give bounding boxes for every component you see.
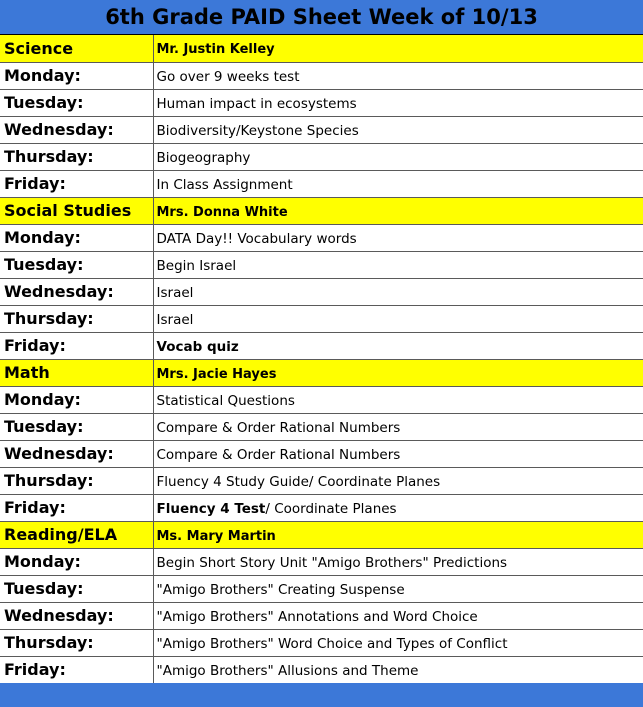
table-row bbox=[0, 62, 643, 89]
task-cell: Statistical Questions bbox=[153, 386, 643, 413]
table-row bbox=[0, 656, 643, 683]
day-label: Monday: bbox=[0, 386, 153, 413]
task-cell: Go over 9 weeks test bbox=[153, 62, 643, 89]
task-cell: Begin Israel bbox=[153, 251, 643, 278]
day-label: Wednesday: bbox=[0, 440, 153, 467]
task-cell: Human impact in ecosystems bbox=[153, 89, 643, 116]
day-label: Thursday: bbox=[0, 305, 153, 332]
day-label: Monday: bbox=[0, 62, 153, 89]
table-row bbox=[0, 170, 643, 197]
task-cell: Israel bbox=[153, 278, 643, 305]
table-row bbox=[0, 116, 643, 143]
table-row bbox=[0, 467, 643, 494]
table-row bbox=[0, 629, 643, 656]
schedule-table bbox=[0, 35, 643, 684]
table-row bbox=[0, 224, 643, 251]
day-label: Friday: bbox=[0, 332, 153, 359]
task-cell: Israel bbox=[153, 305, 643, 332]
table-row bbox=[0, 548, 643, 575]
task-cell: Vocab quiz bbox=[153, 332, 643, 359]
day-label: Tuesday: bbox=[0, 575, 153, 602]
task-cell: Compare & Order Rational Numbers bbox=[153, 440, 643, 467]
day-label: Wednesday: bbox=[0, 602, 153, 629]
teacher-name: Mrs. Jacie Hayes bbox=[153, 359, 643, 386]
task-cell: Compare & Order Rational Numbers bbox=[153, 413, 643, 440]
table-row bbox=[0, 386, 643, 413]
day-label: Thursday: bbox=[0, 143, 153, 170]
task-cell: Fluency 4 Study Guide/ Coordinate Planes bbox=[153, 467, 643, 494]
task-cell: Biogeography bbox=[153, 143, 643, 170]
table-row bbox=[0, 602, 643, 629]
teacher-name: Mr. Justin Kelley bbox=[153, 35, 643, 62]
task-cell: DATA Day!! Vocabulary words bbox=[153, 224, 643, 251]
teacher-name: Ms. Mary Martin bbox=[153, 521, 643, 548]
task-rest-part: / Coordinate Planes bbox=[265, 501, 397, 517]
table-row bbox=[0, 413, 643, 440]
sheet-title: 6th Grade PAID Sheet Week of 10/13 bbox=[0, 0, 643, 35]
teacher-name: Mrs. Donna White bbox=[153, 197, 643, 224]
table-row bbox=[0, 251, 643, 278]
table-row bbox=[0, 89, 643, 116]
subject-row-science bbox=[0, 35, 643, 62]
subject-row-social-studies bbox=[0, 197, 643, 224]
task-bold-part: Fluency 4 Test bbox=[156, 501, 266, 517]
subject-name: Science bbox=[0, 35, 153, 62]
table-row bbox=[0, 278, 643, 305]
day-label: Wednesday: bbox=[0, 116, 153, 143]
day-label: Monday: bbox=[0, 548, 153, 575]
footer-bar bbox=[0, 683, 643, 707]
day-label: Friday: bbox=[0, 656, 153, 683]
day-label: Thursday: bbox=[0, 467, 153, 494]
subject-row-reading-ela bbox=[0, 521, 643, 548]
subject-name: Social Studies bbox=[0, 197, 153, 224]
table-row bbox=[0, 305, 643, 332]
day-label: Friday: bbox=[0, 170, 153, 197]
table-row bbox=[0, 440, 643, 467]
table-row bbox=[0, 575, 643, 602]
task-cell: Biodiversity/Keystone Species bbox=[153, 116, 643, 143]
task-cell: Begin Short Story Unit "Amigo Brothers" Predictions bbox=[153, 548, 643, 575]
day-label: Friday: bbox=[0, 494, 153, 521]
day-label: Tuesday: bbox=[0, 251, 153, 278]
subject-name: Math bbox=[0, 359, 153, 386]
day-label: Wednesday: bbox=[0, 278, 153, 305]
day-label: Thursday: bbox=[0, 629, 153, 656]
task-cell: "Amigo Brothers" Annotations and Word Choice bbox=[153, 602, 643, 629]
task-cell: In Class Assignment bbox=[153, 170, 643, 197]
day-label: Monday: bbox=[0, 224, 153, 251]
day-label: Tuesday: bbox=[0, 89, 153, 116]
task-cell: "Amigo Brothers" Allusions and Theme bbox=[153, 656, 643, 683]
subject-row-math bbox=[0, 359, 643, 386]
table-row bbox=[0, 143, 643, 170]
day-label: Tuesday: bbox=[0, 413, 153, 440]
task-cell: "Amigo Brothers" Word Choice and Types of Conflict bbox=[153, 629, 643, 656]
task-cell bbox=[153, 494, 643, 521]
table-row bbox=[0, 332, 643, 359]
subject-name: Reading/ELA bbox=[0, 521, 153, 548]
task-cell: "Amigo Brothers" Creating Suspense bbox=[153, 575, 643, 602]
table-row bbox=[0, 494, 643, 521]
